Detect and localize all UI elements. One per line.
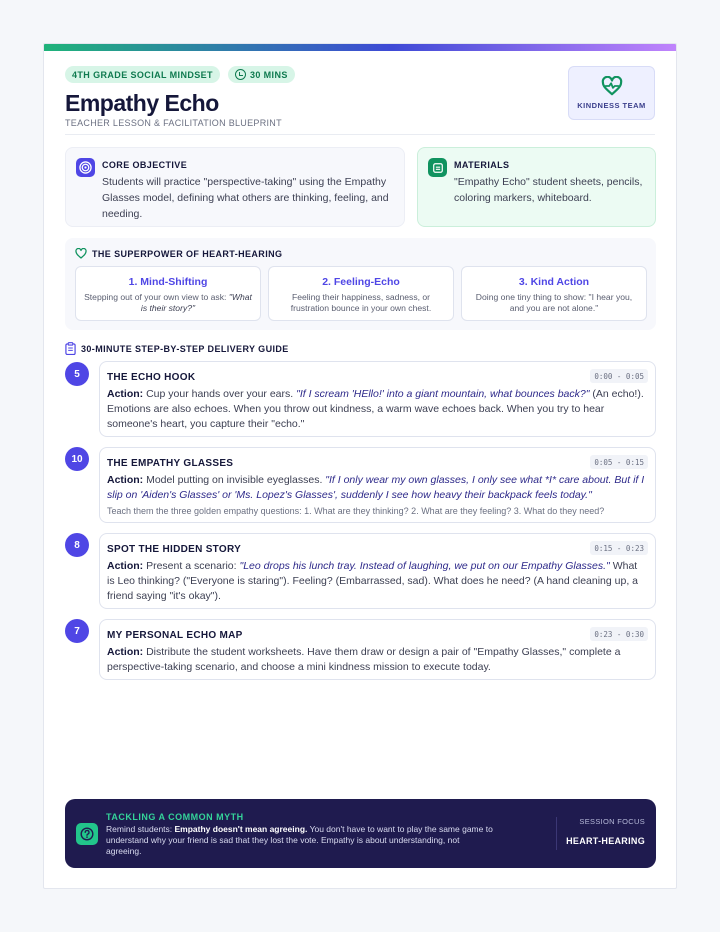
step-time-badge: 0:05 - 0:15 — [590, 455, 648, 469]
myth-lead: Remind students: — [106, 824, 175, 834]
step-title: MY PERSONAL ECHO MAP — [107, 630, 243, 641]
materials-card — [417, 147, 656, 227]
step-title: THE EMPATHY GLASSES — [107, 458, 234, 469]
core-objective-card — [65, 147, 405, 227]
superpower-heading — [75, 248, 282, 259]
pillar-title: 2. Feeling-Echo — [322, 276, 400, 288]
step-note: Teach them the three golden empathy questions: 1. What are they thinking? 2. What are they feeling? 3. What do they need? — [107, 506, 605, 516]
step-card-echo-hook — [99, 361, 656, 437]
myth-body: You don't have to want to play the same game to understand why your friend is sad that they lost the vote. Empathy is about understanding, not agreeing. — [106, 824, 493, 856]
pillar-text — [76, 292, 260, 314]
superpower-title: THE SUPERPOWER OF HEART-HEARING — [92, 248, 283, 259]
grade-tag-label: 4TH GRADE SOCIAL MINDSET — [72, 69, 213, 80]
action-text: Model putting on invisible eyeglasses. — [143, 474, 326, 486]
step-number-badge: 5 — [65, 362, 89, 386]
action-text: Distribute the student worksheets. Have them draw or design a pair of "Empathy Glasses," complete a perspective-taking scenario, and choose a mini kindness mission to execute today. — [107, 646, 621, 673]
step-number-badge: 7 — [65, 619, 89, 643]
clipboard-icon — [65, 342, 76, 355]
myth-title: TACKLING A COMMON MYTH — [106, 812, 244, 822]
step-number-badge: 10 — [65, 447, 89, 471]
kindness-team-badge — [568, 66, 655, 120]
step-title: THE ECHO HOOK — [107, 372, 196, 383]
heart-pulse-icon — [601, 76, 623, 96]
step-card-echo-map — [99, 619, 656, 680]
grade-tag — [65, 66, 220, 83]
core-objective-text: Students will practice "perspective-taking" using the Empathy Glasses model, defining what others are thinking, feeling, and needing. — [102, 176, 389, 220]
step-card-hidden-story — [99, 533, 656, 609]
pillar-text: Feeling their happiness, sadness, or frustration bounce in your own chest. — [290, 292, 432, 313]
pillar-text: Doing one tiny thing to show: "I hear you, and you are not alone." — [475, 292, 633, 313]
step-action — [107, 559, 647, 604]
action-label: Action: — [107, 388, 144, 400]
superpower-section — [65, 238, 656, 330]
clock-icon — [235, 69, 246, 80]
kindness-team-label: KINDNESS TEAM — [577, 101, 646, 110]
duration-tag — [228, 66, 295, 83]
page-title: Empathy Echo — [65, 90, 219, 116]
action-rest: What is Leo thinking? ("Everyone is staring"). Feeling? (Embarrassed, sad). What does he need? (A hand cleaning up, a friend saying "it's okay"). — [107, 560, 639, 602]
myth-bold: Empathy doesn't mean agreeing. — [174, 824, 308, 834]
pillar-mind-shifting — [75, 266, 261, 321]
myth-divider — [556, 817, 557, 850]
duration-tag-label: 30 MINS — [249, 69, 288, 80]
target-icon — [76, 158, 95, 177]
action-quote: "Leo drops his lunch tray. Instead of laughing, we put on our Empathy Glasses." — [239, 560, 610, 572]
step-time-badge: 0:15 - 0:23 — [590, 541, 648, 555]
action-label: Action: — [107, 474, 144, 486]
tag-row — [65, 66, 295, 83]
step-action — [107, 645, 647, 675]
heart-icon — [75, 248, 87, 259]
pillar-title: 3. Kind Action — [518, 276, 590, 288]
action-quote: "If I scream 'HEllo!' into a giant mountain, what bounces back?" — [296, 388, 590, 400]
guide-title: 30-MINUTE STEP-BY-STEP DELIVERY GUIDE — [81, 343, 289, 354]
core-objective-title: CORE OBJECTIVE — [102, 160, 188, 170]
step-time-badge: 0:00 - 0:05 — [590, 369, 648, 383]
pillar-quote: "What is their story?" — [140, 292, 252, 313]
action-text: Present a scenario: — [143, 560, 240, 572]
question-icon — [76, 823, 98, 845]
page-header — [65, 51, 655, 135]
session-focus-label: SESSION FOCUS — [579, 817, 645, 826]
pillar-kind-action — [461, 266, 647, 321]
page-subtitle: TEACHER LESSON & FACILITATION BLUEPRINT — [65, 118, 282, 128]
materials-title: MATERIALS — [454, 160, 510, 170]
guide-heading — [65, 342, 289, 355]
step-number-badge: 8 — [65, 533, 89, 557]
action-label: Action: — [107, 560, 144, 572]
materials-icon — [428, 158, 447, 177]
action-text: Cup your hands over your ears. — [143, 388, 297, 400]
step-action — [107, 473, 647, 503]
intro-cards — [65, 147, 656, 227]
step-title: SPOT THE HIDDEN STORY — [107, 544, 242, 555]
action-quote: "If I only wear my own glasses, I only see what *I* care about. But if I slip on 'Aiden's Glasses' or 'Ms. Lopez's Glasses', suddenly I see how heavy their backpack feels today." — [107, 474, 645, 501]
pillar-title: 1. Mind-Shifting — [128, 276, 208, 288]
session-focus-value: HEART-HEARING — [566, 836, 645, 846]
step-action — [107, 387, 647, 432]
materials-text: "Empathy Echo" student sheets, pencils, coloring markers, whiteboard. — [454, 176, 643, 204]
action-label: Action: — [107, 646, 144, 658]
common-myth-banner — [65, 799, 656, 868]
myth-text — [106, 824, 496, 857]
step-card-empathy-glasses — [99, 447, 656, 523]
pillar-text-body: Stepping out of your own view to ask: — [84, 292, 227, 302]
action-rest: (An echo!). Emotions are also echoes. When you throw out kindness, a warm wave echoes back. When you try to hear someone's heart, you capture their "echo." — [107, 388, 644, 430]
pillar-feeling-echo — [268, 266, 454, 321]
lesson-page — [43, 43, 677, 889]
gradient-top-bar — [44, 44, 676, 51]
step-time-badge: 0:23 - 0:30 — [590, 627, 648, 641]
